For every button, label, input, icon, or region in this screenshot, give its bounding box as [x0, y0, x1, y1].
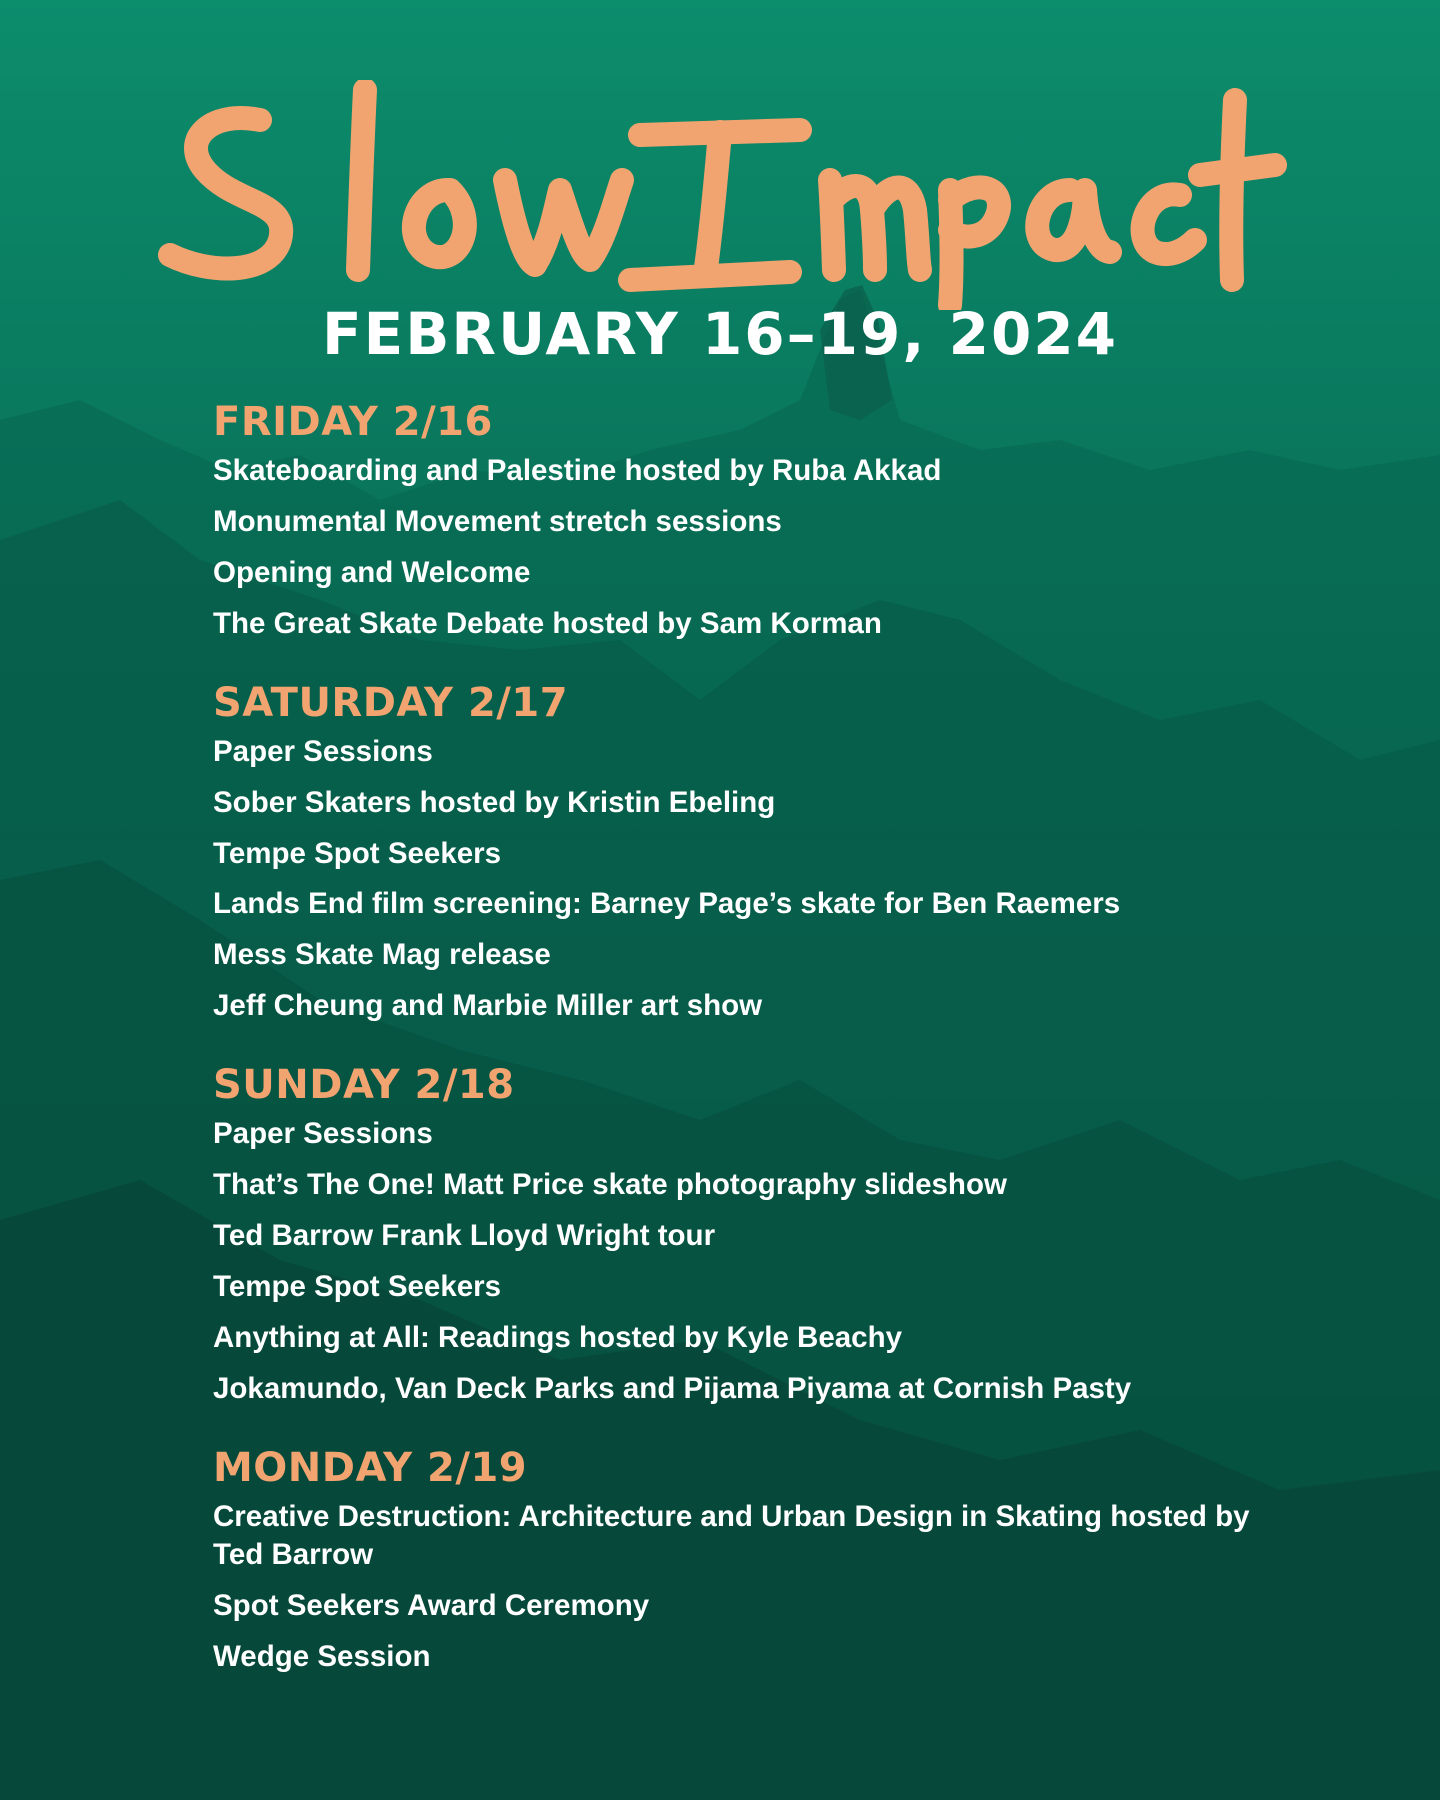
event-item: Creative Destruction: Architecture and Urban Design in Skating hosted by Ted Barrow — [213, 1500, 1250, 1572]
event-item: Skateboarding and Palestine hosted by Ruba Akkad — [213, 454, 942, 487]
schedule — [213, 400, 1333, 1714]
day-heading: SATURDAY 2/17 — [213, 679, 569, 726]
day-saturday — [213, 681, 1333, 1026]
event-item: Opening and Welcome — [213, 555, 531, 589]
slow-impact-title-lettering — [150, 80, 1290, 310]
event-item: Anything at All: Readings hosted by Kyle Beachy — [213, 1320, 903, 1354]
event-item: Monumental Movement stretch sessions — [213, 504, 782, 538]
event-item: The Great Skate Debate hosted by Sam Korman — [213, 606, 882, 640]
event-item: That’s The One! Matt Price skate photography slideshow — [213, 1168, 1007, 1202]
event-item: Tempe Spot Seekers — [213, 1269, 502, 1303]
day-friday — [213, 400, 1333, 643]
event-item: Wedge Session — [213, 1640, 431, 1674]
event-item: Paper Sessions — [213, 734, 433, 768]
event-item: Jeff Cheung and Marbie Miller art show — [213, 989, 763, 1023]
event-item: Spot Seekers Award Ceremony — [213, 1589, 650, 1623]
event-item: Jokamundo, Van Deck Parks and Pijama Piyama at Cornish Pasty — [213, 1371, 1132, 1405]
event-item: Sober Skaters hosted by Kristin Ebeling — [213, 785, 776, 819]
day-monday — [213, 1446, 1333, 1676]
event-item: Mess Skate Mag release — [213, 938, 551, 972]
day-sunday — [213, 1063, 1333, 1408]
event-item: Lands End film screening: Barney Page’s skate for Ben Raemers — [213, 887, 1121, 921]
day-heading: MONDAY 2/19 — [213, 1445, 528, 1491]
event-item: Tempe Spot Seekers — [213, 836, 502, 870]
event-item: Ted Barrow Frank Lloyd Wright tour — [213, 1219, 716, 1253]
day-heading: FRIDAY 2/16 — [213, 399, 493, 445]
day-heading: SUNDAY 2/18 — [213, 1062, 515, 1109]
event-item: Paper Sessions — [213, 1117, 433, 1151]
event-dates: FEBRUARY 16–19, 2024 — [321, 300, 1119, 368]
